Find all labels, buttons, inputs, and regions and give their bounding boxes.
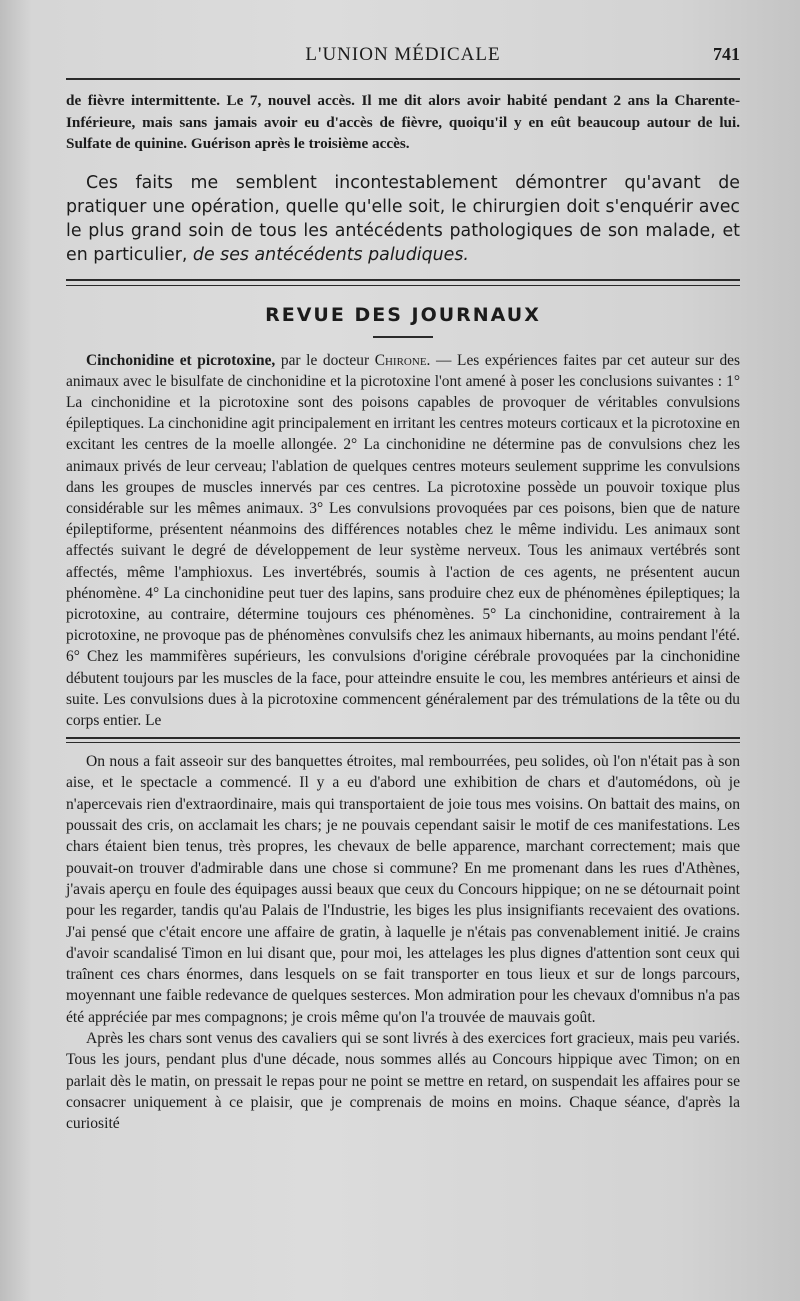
journal-title: L'UNION MÉDICALE [305,44,501,65]
article-body: — Les expériences faites par cet auteur sur des animaux avec le bisulfate de cinchonidine et la picrotoxine l'ont amené à poser les conclusions suivantes : 1° La cinchonidine et la picrotoxine sont des poisons capables de provoquer de véritables convulsions épileptiques. La cinchonidine agit principalement en irritant les centres moteurs corticaux et la picrotoxine en excitant les centres de la moelle allongée. 2° La cinchonidine ne détermine pas de convulsions chez les animaux privés de leur cerveau; l'ablation de quelques centres moteurs seulement supprime les convulsions dans les groupes de muscles innervés par ces centres. La picrotoxine possède un pouvoir toxique plus considérable sur les mêmes animaux. 3° Les convulsions provoquées par ces poisons, bien que de nature épileptiforme, présentent néanmoins des différences notables chez le même individu. Les animaux sont affectés suivant le degré de développement de leur système nerveux. Tous les animaux vertébrés sont affectés, même l'amphioxus. Les invertébrés, soumis à l'action de ces agents, ne présentent aucun phénomène. 4° La cinchonidine peut tuer des lapins, sans produire chez eux de phénomènes épileptiques; la picrotoxine, au contraire, détermine toujours ces phénomènes. 5° La cinchonidine, contrairement à la picrotoxine, ne provoque pas de phénomènes convulsifs chez les animaux hibernants, au moins pendant l'été. 6° Chez les mammifères supérieurs, les convulsions d'origine cérébrale provoquées par la cinchonidine débutent toujours par les muscles de la face, pour atteindre ensuite le cou, les membres antérieurs et ainsi de suite. Les convulsions dues à la picrotoxine commencent généralement par des trémulations de la tête ou du corps entier. Le [66,351,740,729]
feuilleton-paragraph-2: Après les chars sont venus des cavaliers qui se sont livrés à des exercices fort gracieux, mais peu variés. Tous les jours, pendant plus d'une décade, nous sommes allés au Concours hippique avec Timon; on en parlait dès le matin, on pressait le repas pour ne point se mettre en retard, on suspendait les affaires pour se consacrer uniquement à ce plaisir, que je comprenais de moins en moins. Chaque séance, d'après la curiosité [66,1030,740,1133]
running-head [66,0,740,80]
article-paragraph [66,350,740,732]
page-number: 741 [713,44,740,64]
feuilleton-divider [66,737,740,743]
section-title: REVUE DES JOURNAUX [265,303,541,326]
title-underline [373,336,433,338]
case-report-end: de fièvre intermittente. Le 7, nouvel accès. Il me dit alors avoir habité pendant 2 ans la Charente-Inférieure, mais sans jamais avoir eu d'accès de fièvre, quoiqu'il y en eût beaucoup autour de lui. Sulfate de quinine. Guérison après le troisième accès. [66,92,740,152]
conclusion-italic: de ses antécédents paludiques. [192,244,469,265]
section-divider [66,279,740,286]
conclusion-text: Ces faits me semblent incontestablement démontrer qu'avant de pratiquer une opération, quelle qu'elle soit, le chirurgien doit s'enquérir avec le plus grand soin de tous les antécédents pathologiques de son malade, et en particulier, [66,172,740,265]
conclusion-paragraph [66,171,740,267]
feuilleton-paragraph-1: On nous a fait asseoir sur des banquettes étroites, mal rembourrées, peu solides, où l'on n'était pas à son aise, et le spectacle a commencé. Il y a eu d'abord une exhibition de chars et d'automédons, où je n'apercevais rien d'extraordinaire, mais qui transportaient de joie tous mes voisins. On battait des mains, on poussait des cris, on acclamait les chars; je ne pouvais cependant saisir le motif de ces manifestations. Les chars étaient bien tenus, très propres, les chevaux de belle apparence, marchant correctement; mais que pouvait-on trouver d'admirable dans une chose si commune? En me promenant dans les rues d'Athènes, j'avais aperçu en foule des équipages aussi beaux que ceux du Concours hippique; on ne se détournait point pour les regarder, tandis qu'au Palais de l'Industrie, les biges les plus insignifiants recevaient des ovations. J'ai pensé que c'était encore une affaire de gratin, à laquelle je n'étais pas convenablement initié. Je crains d'avoir scandalisé Timon en lui disant que, pour moi, les attelages les plus dignes d'attention sont ceux qui traînent ces chars énormes, dans lesquels on se fait transporter en tous lieux et sur de longs parcours, moyennant une faible redevance de quelques sesterces. Mon admiration pour les chevaux d'omnibus n'a pas été appréciée par mes compagnons; je crois même qu'on l'a trouvée de mauvais goût. [66,753,740,1026]
article-author: Chirone. [374,351,431,369]
article-title: Cinchonidine et picrotoxine, [86,351,276,369]
article-byline-prefix: par le docteur [280,351,370,369]
